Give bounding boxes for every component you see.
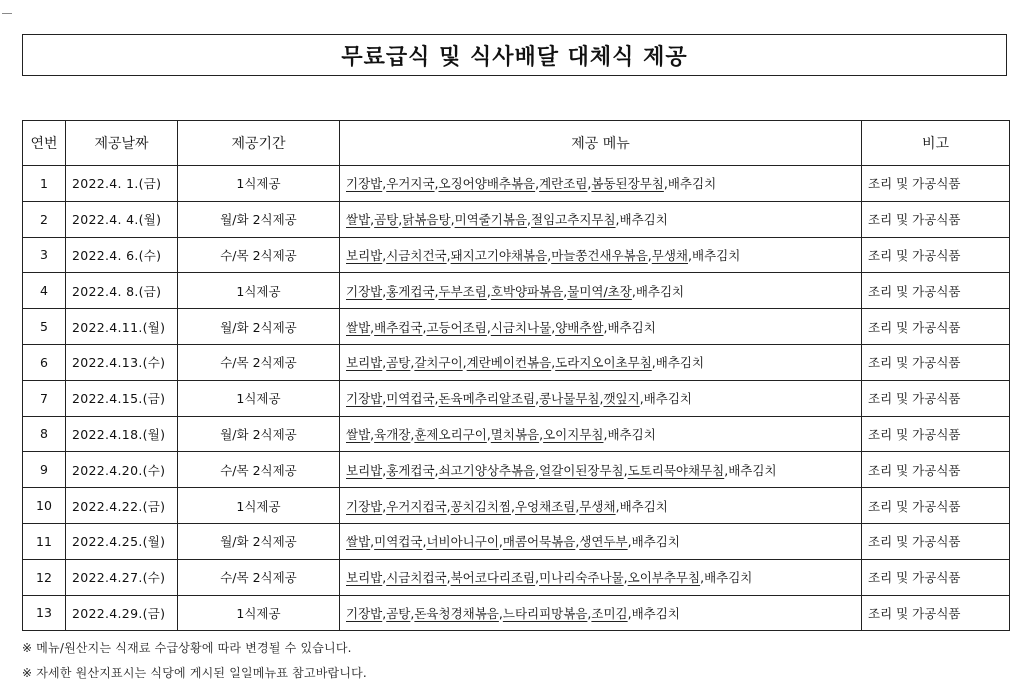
row-note: 조리 및 가공식품 (862, 595, 1010, 631)
col-header-menu: 제공 메뉴 (340, 121, 862, 166)
menu-item: 배추김치 (607, 319, 656, 335)
menu-item: 깻잎지 (603, 391, 640, 407)
menu-item: 생연두부 (579, 534, 628, 550)
menu-item: 오이부추무침 (627, 570, 701, 586)
table-row (23, 452, 1010, 488)
row-period: 월/화 2식제공 (178, 201, 340, 237)
menu-item: 쌀밥 (346, 534, 371, 550)
menu-item: 기장밥 (346, 391, 383, 407)
menu-item: 무생채 (579, 498, 616, 514)
menu-item: 고등어조림 (426, 319, 487, 335)
row-period: 월/화 2식제공 (178, 309, 340, 345)
meal-schedule-table (22, 120, 1010, 631)
row-menu: 보리밥,시금치컵국,북어코다리조림,미나리숙주나물,오이부추무침,배추김치 (340, 559, 862, 595)
row-number: 11 (23, 523, 66, 559)
row-number: 13 (23, 595, 66, 631)
menu-item: 배추김치 (631, 534, 680, 550)
menu-item: 돼지고기야채볶음 (450, 247, 548, 263)
row-menu: 기장밥,우거지컵국,꽁치김치찜,우엉채조림,무생채,배추김치 (340, 488, 862, 524)
row-note: 조리 및 가공식품 (862, 309, 1010, 345)
menu-item: 시금치건국 (386, 247, 447, 263)
menu-item: 보리밥 (346, 247, 383, 263)
row-menu: 쌀밥,미역컵국,너비아니구이,매콤어묵볶음,생연두부,배추김치 (340, 523, 862, 559)
menu-item: 우거지컵국 (386, 498, 447, 514)
footnote-1: ※ 메뉴/원산지는 식재료 수급상황에 따라 변경될 수 있습니다. (22, 641, 352, 655)
col-header-date: 제공날짜 (66, 121, 178, 166)
menu-item: 오이지무침 (543, 426, 604, 442)
row-note: 조리 및 가공식품 (862, 166, 1010, 202)
menu-item: 무생채 (651, 247, 689, 263)
table-row (23, 523, 1010, 559)
menu-item: 쇠고기양상추볶음 (438, 462, 536, 478)
menu-item: 배추김치 (631, 605, 680, 621)
menu-item: 배추김치 (704, 570, 753, 586)
col-header-no: 연번 (23, 121, 66, 166)
table-header-row (23, 121, 1010, 166)
row-period: 1식제공 (178, 380, 340, 416)
row-note: 조리 및 가공식품 (862, 201, 1010, 237)
menu-item: 보리밥 (346, 570, 383, 586)
row-period: 수/목 2식제공 (178, 344, 340, 380)
footnotes (22, 638, 367, 688)
row-menu: 보리밥,홍게컵국,쇠고기양상추볶음,얼갈이된장무침,도토리묵야채무침,배추김치 (340, 452, 862, 488)
menu-item: 절임고추지무침 (531, 212, 616, 228)
menu-item: 기장밥 (346, 283, 383, 299)
row-number: 5 (23, 309, 66, 345)
row-period: 1식제공 (178, 166, 340, 202)
menu-item: 배추김치 (619, 212, 668, 228)
menu-item: 시금치컵국 (386, 570, 447, 586)
page-title: 무료급식 및 식사배달 대체식 제공 (341, 44, 688, 70)
menu-item: 배추김치 (607, 426, 656, 442)
menu-item: 배추김치 (692, 247, 741, 263)
row-menu: 기장밥,곰탕,돈육청경채볶음,느타리피망볶음,조미김,배추김치 (340, 595, 862, 631)
menu-item: 멸치볶음 (490, 426, 540, 442)
row-period: 월/화 2식제공 (178, 416, 340, 452)
menu-item: 훈제오리구이 (414, 426, 487, 442)
menu-item: 물미역/초장 (567, 283, 632, 299)
menu-item: 돈육청경채볶음 (414, 605, 499, 621)
menu-item: 기장밥 (346, 176, 383, 192)
row-note: 조리 및 가공식품 (862, 344, 1010, 380)
row-date: 2022.4. 8.(금) (66, 273, 178, 309)
row-date: 2022.4.22.(금) (66, 488, 178, 524)
menu-item: 배추김치 (635, 283, 685, 299)
row-date: 2022.4. 4.(월) (66, 201, 178, 237)
menu-item: 계란조림 (539, 176, 588, 192)
menu-item: 닭볶음탕 (402, 212, 451, 228)
row-number: 2 (23, 201, 66, 237)
menu-item: 마늘쫑건새우볶음 (551, 247, 648, 263)
row-period: 1식제공 (178, 273, 340, 309)
table-row (23, 309, 1010, 345)
table-row (23, 166, 1010, 202)
menu-item: 보리밥 (346, 462, 383, 478)
row-menu: 보리밥,시금치건국,돼지고기야채볶음,마늘쫑건새우볶음,무생채,배추김치 (340, 237, 862, 273)
row-number: 3 (23, 237, 66, 273)
menu-item: 홍게컵국 (386, 462, 435, 478)
menu-item: 꽁치김치찜 (450, 498, 511, 514)
row-date: 2022.4.29.(금) (66, 595, 178, 631)
row-date: 2022.4.27.(수) (66, 559, 178, 595)
menu-item: 도라지오이초무침 (555, 355, 652, 371)
menu-item: 우거지국 (386, 176, 435, 192)
table-body (23, 166, 1010, 631)
menu-item: 미나리숙주나물 (539, 570, 624, 586)
col-header-note: 비고 (862, 121, 1010, 166)
menu-item: 조미김 (591, 605, 628, 621)
row-note: 조리 및 가공식품 (862, 237, 1010, 273)
row-menu: 쌀밥,육개장,훈제오리구이,멸치볶음,오이지무침,배추김치 (340, 416, 862, 452)
page-corner-mark (2, 3, 12, 14)
row-number: 6 (23, 344, 66, 380)
row-period: 수/목 2식제공 (178, 559, 340, 595)
menu-item: 돈육메추리알조림 (438, 391, 536, 407)
menu-item: 미역줄기볶음 (454, 212, 528, 228)
menu-item: 배추김치 (728, 462, 777, 478)
row-note: 조리 및 가공식품 (862, 559, 1010, 595)
menu-item: 곰탕 (386, 605, 411, 621)
menu-item: 쌀밥 (346, 212, 371, 228)
menu-item: 호박양파볶음 (490, 283, 564, 299)
table-row (23, 273, 1010, 309)
menu-item: 너비아니구이 (426, 534, 499, 550)
table-row (23, 488, 1010, 524)
row-date: 2022.4.25.(월) (66, 523, 178, 559)
row-menu: 기장밥,홍게컵국,두부조림,호박양파볶음,물미역/초장,배추김치 (340, 273, 862, 309)
menu-item: 배추김치 (655, 355, 705, 371)
menu-item: 도토리묵야채무침 (627, 462, 725, 478)
row-number: 10 (23, 488, 66, 524)
row-date: 2022.4.20.(수) (66, 452, 178, 488)
row-note: 조리 및 가공식품 (862, 273, 1010, 309)
table-row (23, 201, 1010, 237)
row-date: 2022.4.15.(금) (66, 380, 178, 416)
menu-item: 쌀밥 (346, 319, 371, 335)
menu-item: 보리밥 (346, 355, 383, 371)
table-row (23, 344, 1010, 380)
title-box (22, 34, 1007, 76)
menu-item: 봄동된장무침 (591, 176, 664, 192)
row-number: 7 (23, 380, 66, 416)
menu-item: 매콤어묵볶음 (502, 534, 576, 550)
menu-item: 북어코다리조림 (450, 570, 536, 586)
menu-item: 우엉채조림 (514, 498, 576, 514)
menu-item: 양배추쌈 (555, 319, 604, 335)
row-period: 1식제공 (178, 595, 340, 631)
menu-item: 홍게컵국 (386, 283, 435, 299)
menu-item: 시금치나물 (490, 319, 552, 335)
menu-item: 곰탕 (386, 355, 411, 371)
menu-item: 배추김치 (643, 391, 693, 407)
row-date: 2022.4. 1.(금) (66, 166, 178, 202)
row-date: 2022.4.18.(월) (66, 416, 178, 452)
row-note: 조리 및 가공식품 (862, 523, 1010, 559)
menu-item: 배추컵국 (374, 319, 423, 335)
menu-item: 계란베이컨볶음 (466, 355, 552, 371)
row-period: 수/목 2식제공 (178, 237, 340, 273)
row-period: 1식제공 (178, 488, 340, 524)
table-row (23, 595, 1010, 631)
row-note: 조리 및 가공식품 (862, 416, 1010, 452)
table-row (23, 380, 1010, 416)
menu-item: 콩나물무침 (539, 391, 600, 407)
menu-item: 느타리피망볶음 (502, 605, 588, 621)
menu-item: 기장밥 (346, 498, 383, 514)
footnote-2: ※ 자세한 원산지표시는 식당에 게시된 일일메뉴표 참고바랍니다. (22, 666, 367, 680)
row-number: 12 (23, 559, 66, 595)
row-menu: 기장밥,우거지국,오징어양배추볶음,계란조림,봄동된장무침,배추김치 (340, 166, 862, 202)
row-note: 조리 및 가공식품 (862, 452, 1010, 488)
menu-item: 두부조림 (438, 283, 487, 299)
row-period: 수/목 2식제공 (178, 452, 340, 488)
row-date: 2022.4.11.(월) (66, 309, 178, 345)
menu-item: 육개장 (374, 426, 411, 442)
row-note: 조리 및 가공식품 (862, 380, 1010, 416)
row-period: 월/화 2식제공 (178, 523, 340, 559)
row-number: 8 (23, 416, 66, 452)
col-header-period: 제공기간 (178, 121, 340, 166)
menu-item: 기장밥 (346, 605, 383, 621)
row-menu: 쌀밥,곰탕,닭볶음탕,미역줄기볶음,절임고추지무침,배추김치 (340, 201, 862, 237)
row-menu: 보리밥,곰탕,갈치구이,계란베이컨볶음,도라지오이초무침,배추김치 (340, 344, 862, 380)
table-row (23, 237, 1010, 273)
row-date: 2022.4. 6.(수) (66, 237, 178, 273)
table-row (23, 416, 1010, 452)
menu-item: 갈치구이 (414, 355, 463, 371)
row-menu: 기장밥,미역컵국,돈육메추리알조림,콩나물무침,깻잎지,배추김치 (340, 380, 862, 416)
table-row (23, 559, 1010, 595)
row-menu: 쌀밥,배추컵국,고등어조림,시금치나물,양배추쌈,배추김치 (340, 309, 862, 345)
menu-item: 쌀밥 (346, 426, 371, 442)
row-number: 4 (23, 273, 66, 309)
menu-item: 오징어양배추볶음 (438, 176, 536, 192)
menu-item: 미역컵국 (386, 391, 435, 407)
menu-item: 미역컵국 (374, 534, 423, 550)
row-number: 9 (23, 452, 66, 488)
row-note: 조리 및 가공식품 (862, 488, 1010, 524)
row-date: 2022.4.13.(수) (66, 344, 178, 380)
menu-item: 배추김치 (619, 498, 668, 514)
menu-item: 얼갈이된장무침 (539, 462, 624, 478)
row-number: 1 (23, 166, 66, 202)
menu-item: 배추김치 (667, 176, 717, 192)
menu-item: 곰탕 (374, 212, 399, 228)
